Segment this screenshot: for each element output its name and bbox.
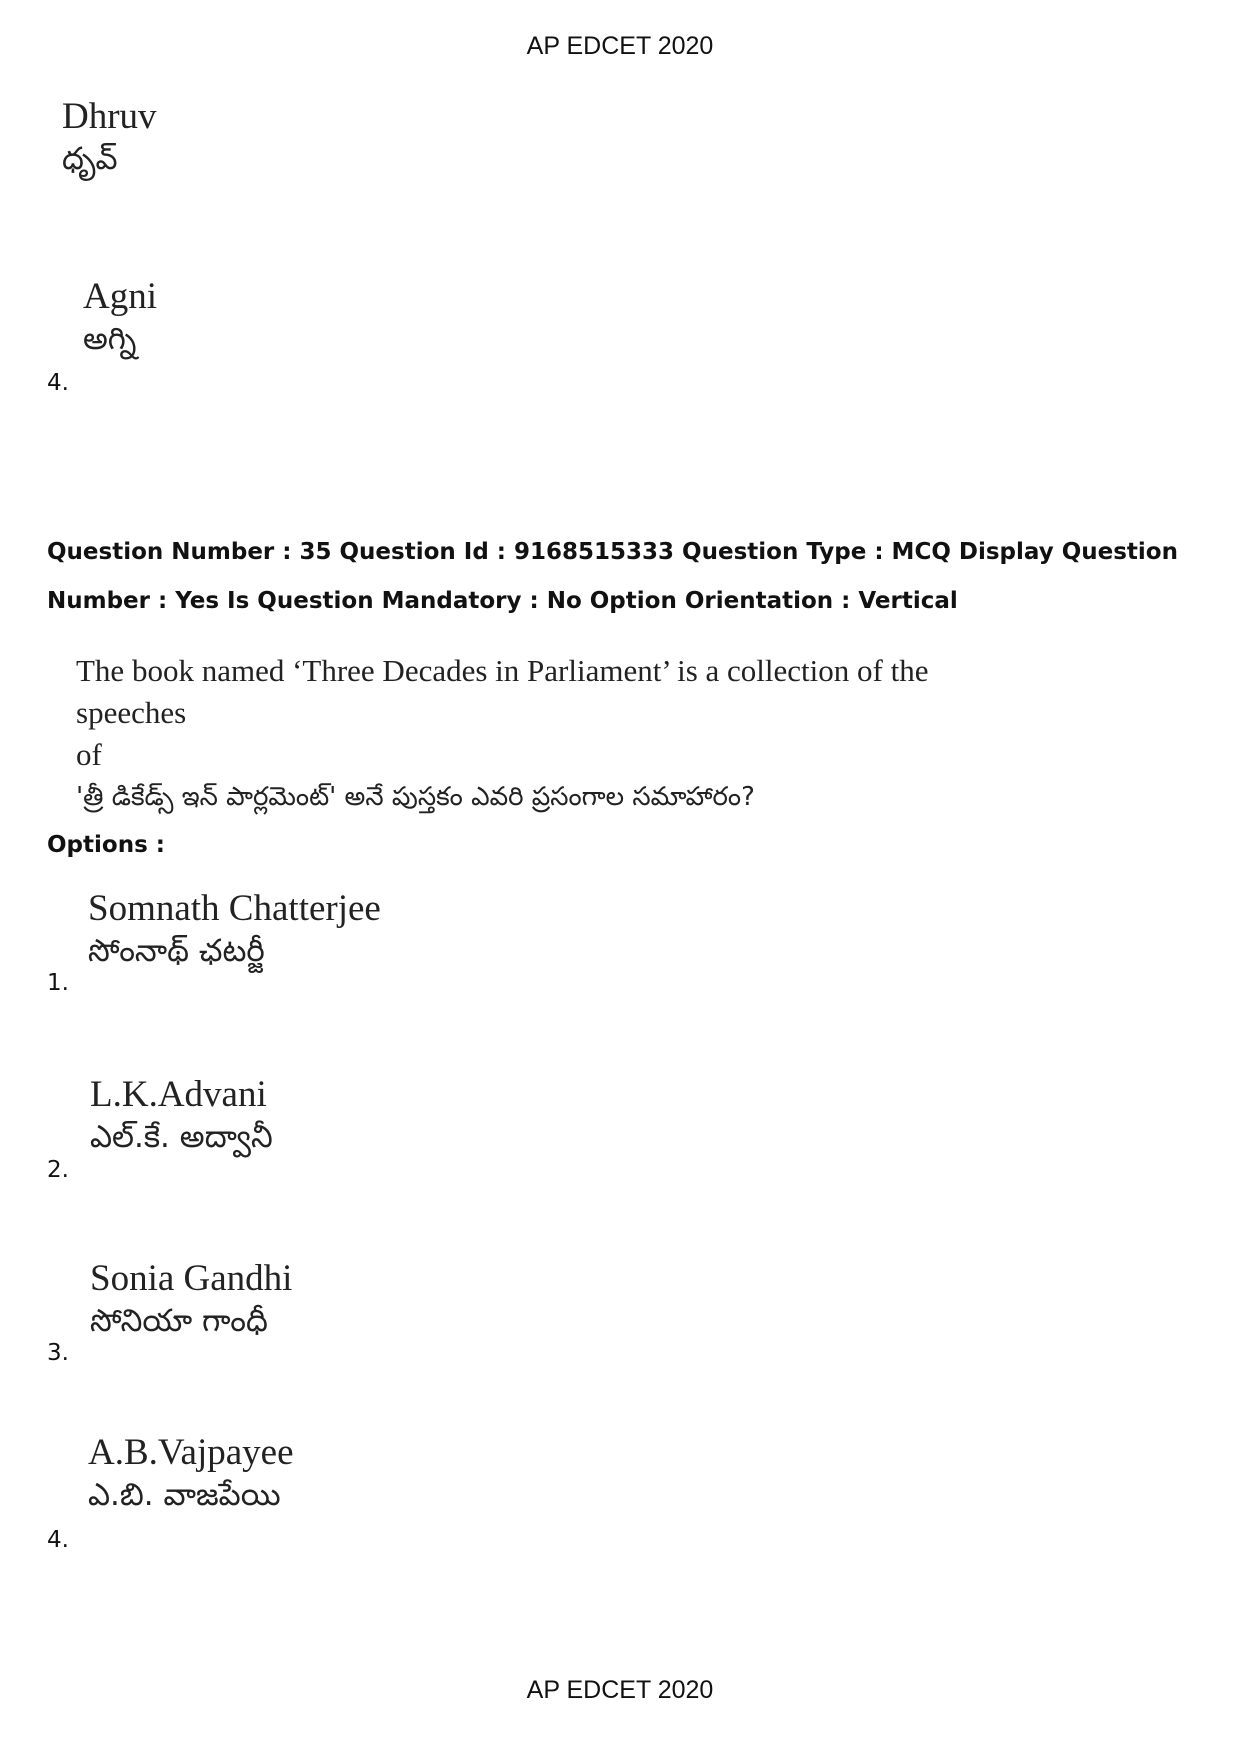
page-footer: AP EDCET 2020 (526, 1676, 714, 1704)
prev-option-3-english: Dhruv (62, 96, 157, 137)
option-3-number: 3. (47, 1340, 69, 1366)
prev-option-4-number: 4. (47, 370, 69, 396)
question-text-english-line-1: The book named ‘Three Decades in Parliament’ is a collection of the speeches (76, 653, 929, 730)
question-text-english-line-2: of (76, 737, 102, 772)
options-label: Options : (47, 832, 165, 858)
option-4-number: 4. (47, 1527, 69, 1553)
prev-option-4-telugu: అగ్ని (83, 320, 137, 357)
option-4-english: A.B.Vajpayee (88, 1432, 294, 1473)
option-1 (88, 888, 381, 971)
option-1-telugu: సోంనాథ్ ఛటర్జీ (88, 932, 265, 969)
question-text (76, 650, 976, 818)
option-3-telugu: సోనియా గాంధీ (90, 1302, 268, 1339)
option-1-english: Somnath Chatterjee (88, 888, 381, 929)
prev-option-3 (62, 96, 157, 179)
option-1-number: 1. (47, 970, 69, 996)
question-meta-line-1: Question Number : 35 Question Id : 9168515333 Question Type : MCQ Display Question (47, 539, 1178, 565)
option-3-english: Sonia Gandhi (90, 1258, 293, 1299)
page-header: AP EDCET 2020 (526, 32, 714, 60)
option-2-number: 2. (47, 1157, 69, 1183)
question-meta (47, 528, 1207, 626)
option-2-english: L.K.Advani (90, 1074, 267, 1115)
prev-option-4 (83, 276, 157, 359)
prev-option-4-english: Agni (83, 276, 157, 317)
question-text-telugu: 'త్రీ డికేడ్స్ ఇన్ పార్లమెంట్' అనే పుస్తకం ఎవరి ప్రసంగాల సమాహారం? (76, 782, 755, 812)
option-4 (88, 1432, 294, 1515)
option-2-telugu: ఎల్.కే. అద్వానీ (90, 1118, 273, 1155)
option-2 (90, 1074, 273, 1157)
option-3 (90, 1258, 292, 1341)
option-4-telugu: ఎ.బి. వాజపేయి (88, 1476, 281, 1513)
prev-option-3-telugu: ధృవ్ (62, 140, 118, 177)
question-meta-line-2: Number : Yes Is Question Mandatory : No Option Orientation : Vertical (47, 588, 958, 614)
